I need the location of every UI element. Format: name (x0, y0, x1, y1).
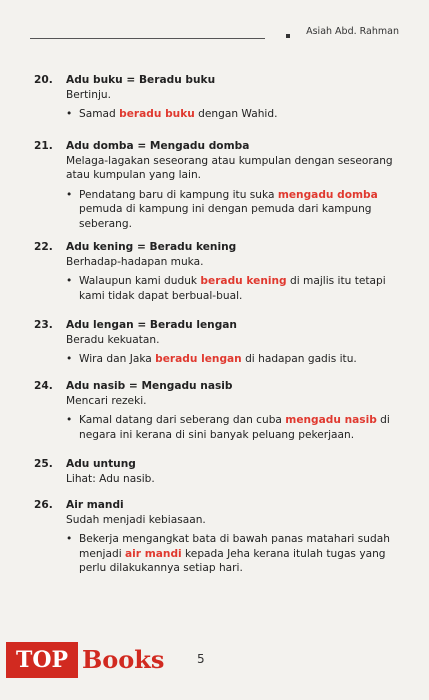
entry-number: 22. (34, 241, 53, 253)
entry-example: • Walaupun kami duduk beradu kening di majlis itu tetapi kami tidak dapat berbual-bual. (66, 275, 386, 302)
entry-example: • Wira dan Jaka beradu lengan di hadapan gadis itu. (66, 353, 357, 365)
entry-term: Adu nasib = Mengadu nasib (66, 380, 233, 392)
entry-example: • Samad beradu buku dengan Wahid. (66, 108, 278, 120)
bullet-dot: • (66, 414, 73, 426)
highlighted-phrase: beradu lengan (155, 353, 242, 365)
entry-term: Adu domba = Mengadu domba (66, 140, 250, 152)
logo-top-text: TOP (6, 642, 78, 678)
entry-meaning: Melaga-lagakan seseorang atau kumpulan dengan seseorang atau kumpulan yang lain. (66, 154, 393, 181)
page-number: 5 (197, 652, 205, 666)
entry-meaning: Berhadap-hadapan muka. (66, 255, 204, 268)
entry-22 (34, 240, 404, 303)
entry-term: Adu buku = Beradu buku (66, 74, 216, 86)
entry-meaning: Sudah menjadi kebiasaan. (66, 513, 206, 526)
entry-number: 24. (34, 380, 53, 392)
entry-20 (34, 73, 404, 122)
entry-21 (34, 139, 404, 231)
entry-number: 20. (34, 74, 53, 86)
entry-meaning: Lihat: Adu nasib. (66, 472, 155, 485)
highlighted-phrase: beradu kening (200, 275, 287, 287)
running-header (30, 26, 399, 40)
entry-25 (34, 457, 404, 486)
bullet-dot: • (66, 353, 73, 365)
highlighted-phrase: mengadu nasib (285, 414, 377, 426)
entry-meaning: Beradu kekuatan. (66, 333, 160, 346)
entry-term: Adu lengan = Beradu lengan (66, 319, 237, 331)
entry-example: • Pendatang baru di kampung itu suka mengadu domba pemuda di kampung ini dengan pemuda dari kampung seberang. (66, 188, 378, 230)
entry-example: • Kamal datang dari seberang dan cuba mengadu nasib di negara ini kerana di sini banyak peluang pekerjaan. (66, 414, 390, 441)
logo-books-text: Books (82, 645, 165, 674)
entry-number: 26. (34, 499, 53, 511)
highlighted-phrase: air mandi (125, 547, 182, 560)
entry-24 (34, 379, 404, 442)
entry-term: Air mandi (66, 499, 124, 511)
entry-meaning: Bertinju. (66, 88, 111, 101)
header-bullet (286, 34, 290, 38)
entry-number: 25. (34, 458, 53, 470)
bullet-dot: • (66, 533, 73, 545)
bullet-dot: • (66, 108, 73, 120)
header-rule (30, 38, 265, 39)
entry-number: 21. (34, 140, 53, 152)
entry-number: 23. (34, 319, 53, 331)
entry-term: Adu kening = Beradu kening (66, 241, 237, 253)
bullet-dot: • (66, 188, 73, 201)
entry-26 (34, 498, 404, 576)
entry-term: Adu untung (66, 458, 136, 470)
entry-meaning: Mencari rezeki. (66, 394, 147, 407)
entry-23 (34, 318, 404, 367)
header-author: Asiah Abd. Rahman (306, 26, 399, 37)
entry-example: • Bekerja mengangkat bata di bawah panas matahari sudah menjadi air mandi kepada Jeha kerana itulah tugas yang perlu dilakukannya setiap hari. (66, 533, 390, 574)
highlighted-phrase: mengadu domba (277, 188, 378, 201)
highlighted-phrase: beradu buku (119, 108, 195, 120)
topbooks-watermark-logo (6, 642, 186, 686)
bullet-dot: • (66, 275, 73, 287)
